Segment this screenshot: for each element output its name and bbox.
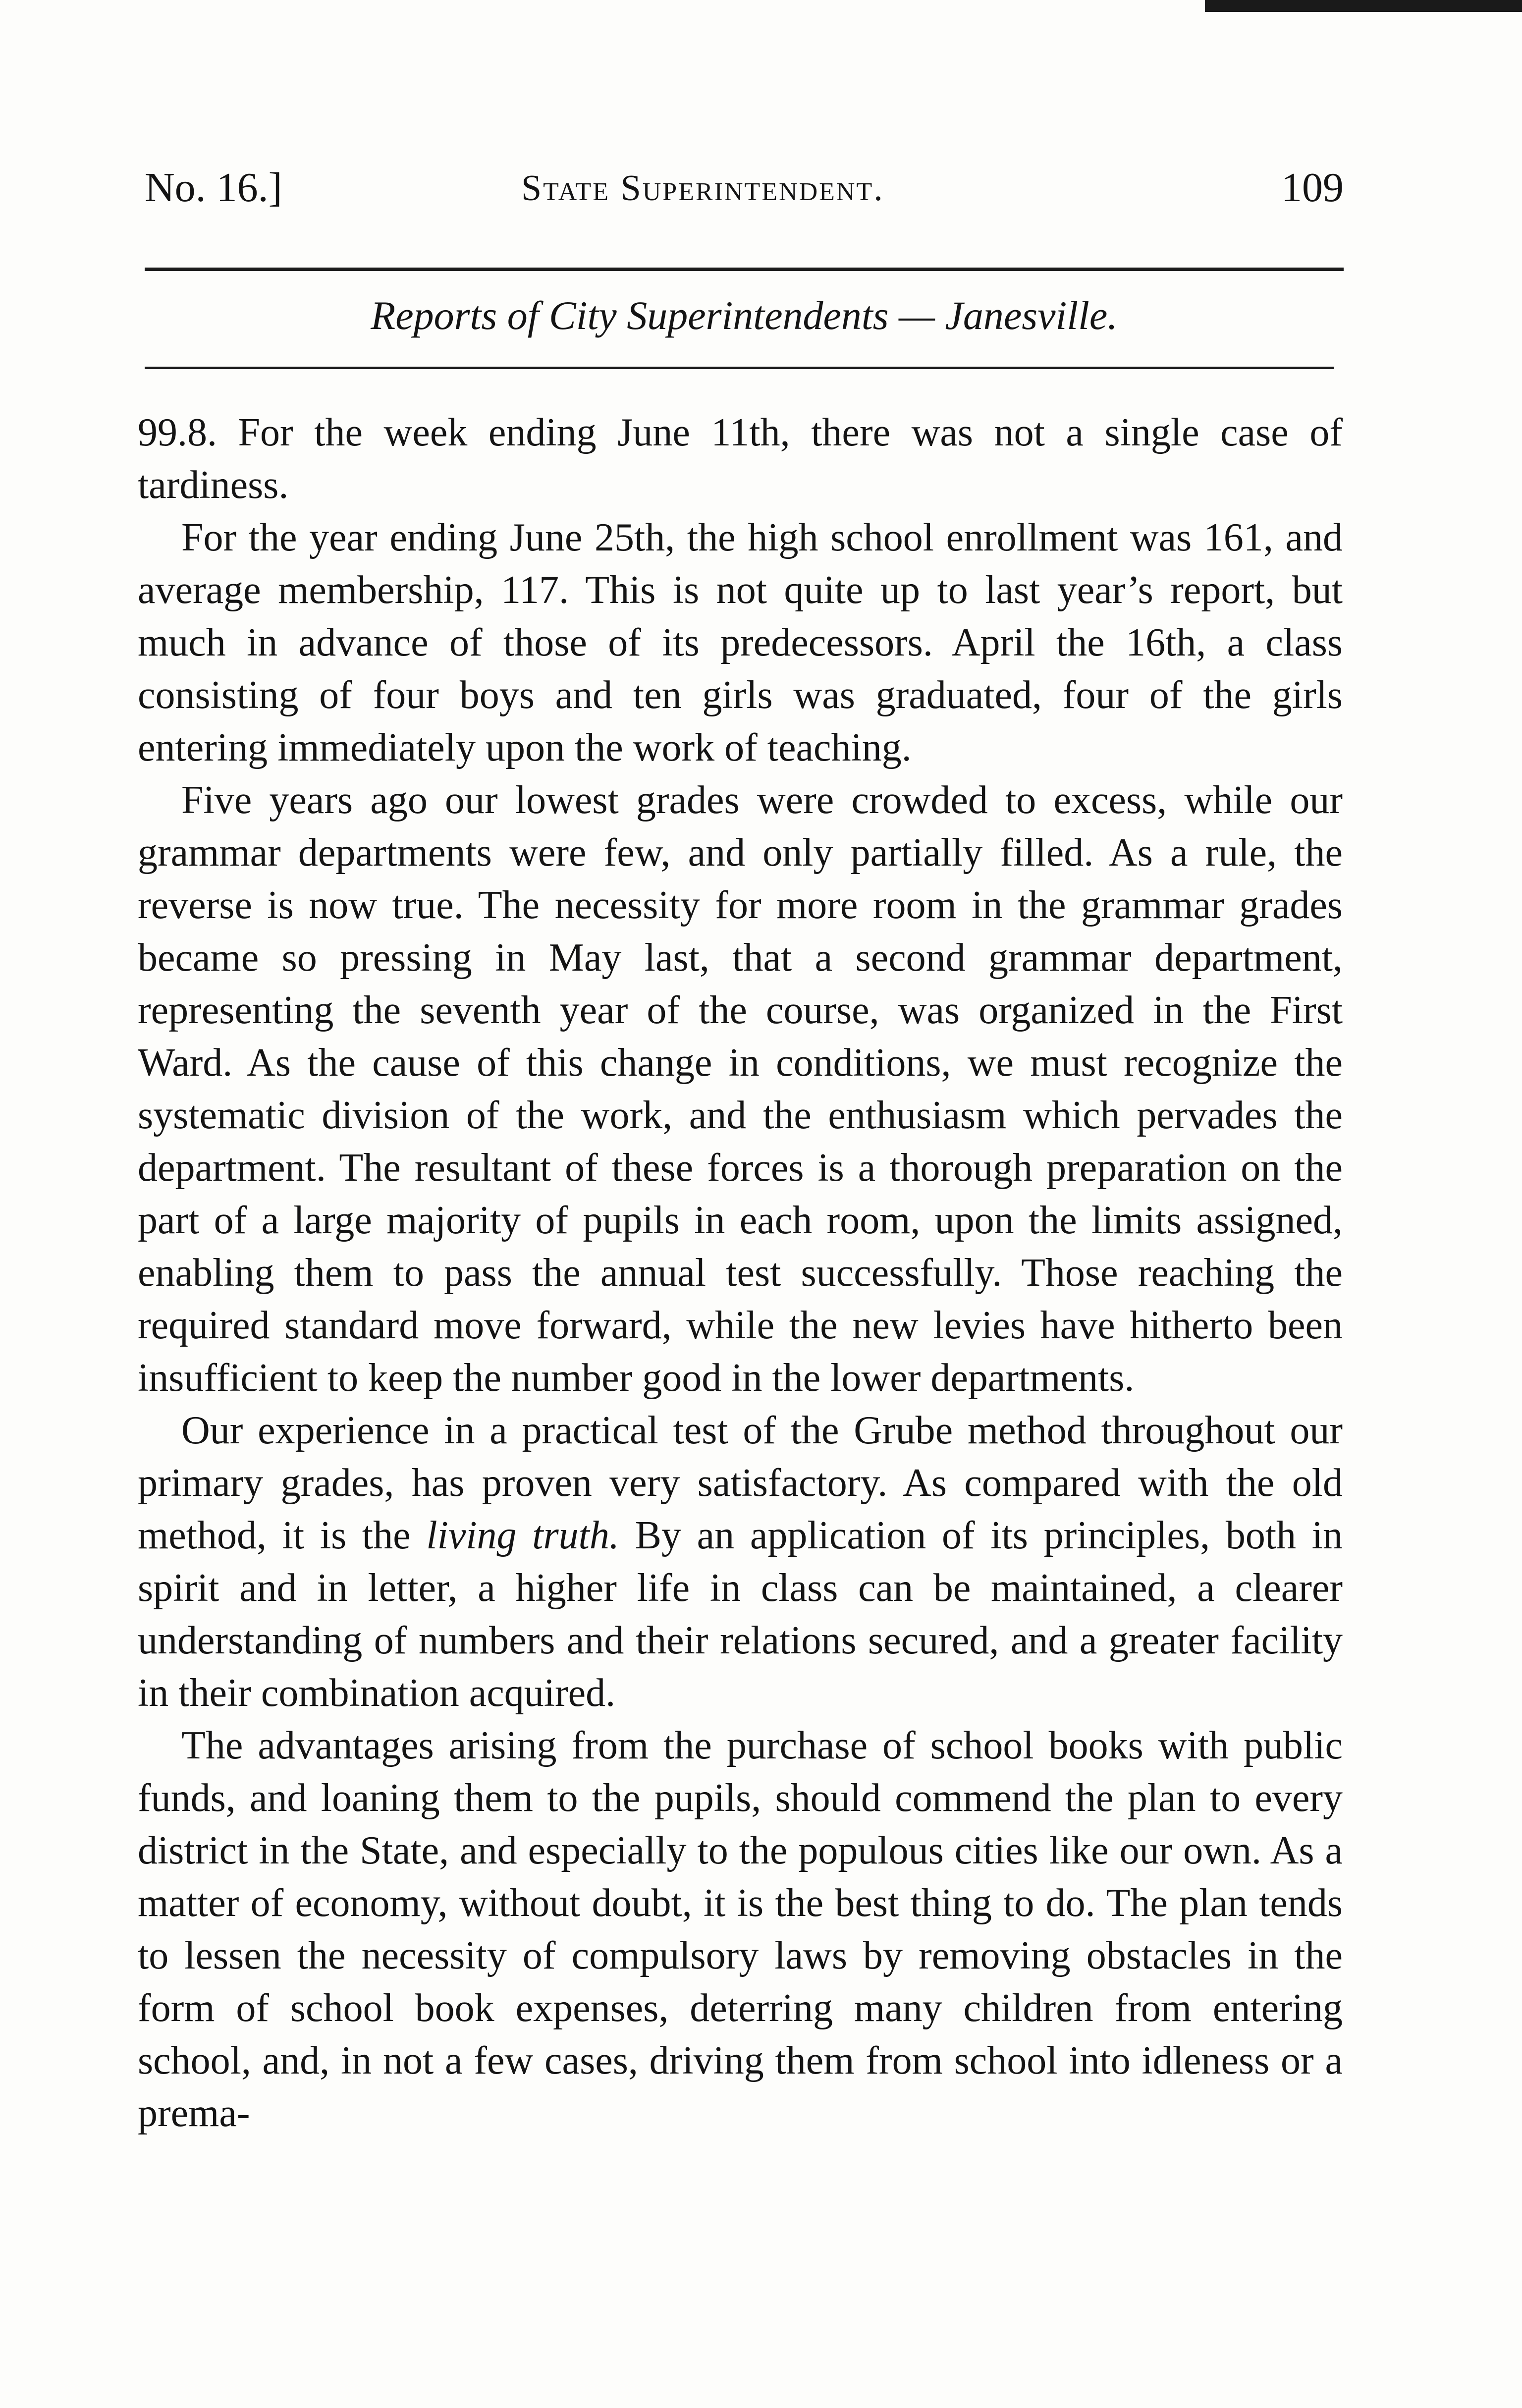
paragraph-5: The advantages arising from the purchase of school books with public funds, and loaning them to the pupils, should commend the plan to every district in the State, and especially to the populous cities like our own. As a matter of economy, without doubt, it is the best thing to do. The plan tends to lessen the necessity of compulsory laws by removing obstacles in the form of school book expenses, deterring many children from entering school, and, in not a few cases, driving them from school into idleness or a prema- — [138, 1724, 1343, 2135]
scan-edge-mark — [1205, 0, 1522, 12]
document-number: No. 16.] — [145, 164, 282, 211]
paragraph-2: For the year ending June 25th, the high school enrollment was 161, and average membership, 117. This is not quite up to last year’s report, but much in advance of those of its predecessors. April the 16th, a class consisting of four boys and ten girls was graduated, four of the girls entering immediately upon the work of teaching. — [138, 516, 1343, 769]
section-subtitle: Reports of City Superintendents — Janesville. — [371, 293, 1118, 338]
paragraph-4-text-a: Our experience in a practical test of the Grube method throughout our primary grades, has proven very satisfactory. As compared with the old method, it is the — [138, 1409, 1343, 1557]
running-header — [145, 164, 1344, 213]
paragraph-4-italic: living truth. — [426, 1514, 619, 1557]
body-text — [138, 406, 1343, 2139]
paragraph-3: Five years ago our lowest grades were crowded to excess, while our grammar departments were few, and only partially filled. As a rule, the reverse is now true. The necessity for more room in the grammar grades became so pressing in May last, that a second grammar department, representing the seventh year of the course, was organized in the First Ward. As the cause of this change in conditions, we must recognize the systematic division of the work, and the enthusiasm which pervades the department. The resultant of these forces is a thorough preparation on the part of a large majority of pupils in each room, upon the limits assigned, enabling them to pass the annual test successfully. Those reaching the required standard move forward, while the new levies have hitherto been insufficient to keep the number good in the lower departments. — [138, 778, 1343, 1400]
header-rule — [145, 268, 1344, 271]
header-title: State Superintendent. — [521, 168, 884, 209]
paragraph-1: 99.8. For the week ending June 11th, there was not a single case of tardiness. — [138, 411, 1343, 507]
page-number: 109 — [1281, 164, 1344, 211]
subtitle-rule — [145, 367, 1334, 369]
paragraph-4 — [138, 1404, 1343, 1719]
paragraph-4-text-b: By an application of its principles, both in spirit and in letter, a higher life in class can be maintained, a clearer understanding of numbers and their relations secured, and a greater facility in their combination acquired. — [138, 1514, 1343, 1715]
